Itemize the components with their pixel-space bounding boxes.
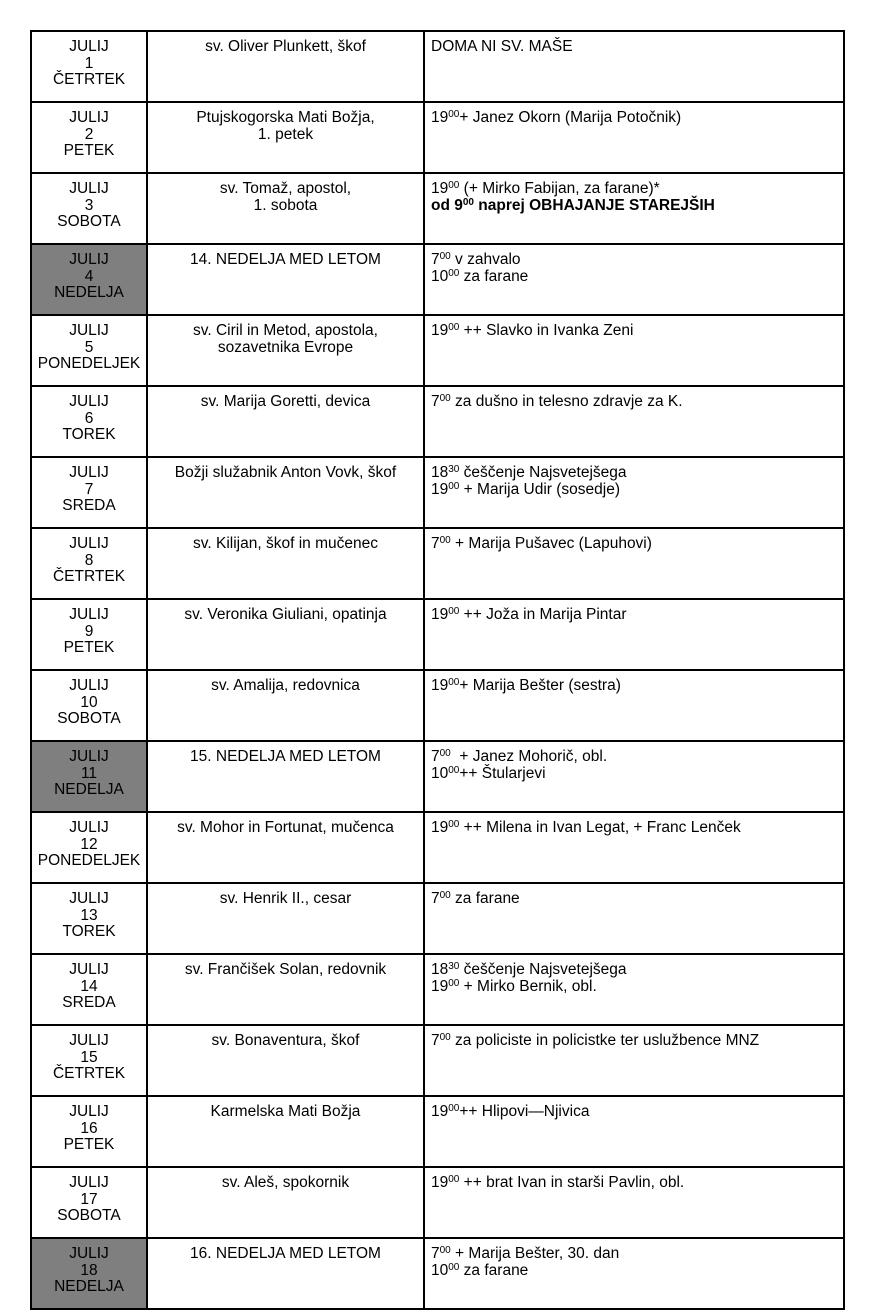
date-day: 11	[80, 764, 98, 782]
feast-cell	[147, 1238, 424, 1309]
mass-entry	[431, 678, 843, 695]
mass-hour: 19	[431, 1103, 449, 1120]
date-day: 1	[84, 54, 94, 72]
date-weekday: ČETRTEK	[52, 568, 126, 585]
mass-minutes: 00	[439, 535, 451, 546]
feast-line: 1. sobota	[253, 196, 318, 214]
mass-hour: 7	[431, 890, 440, 907]
date-weekday: ČETRTEK	[52, 1065, 126, 1082]
feast-cell	[147, 457, 424, 528]
date-month: JULIJ	[69, 464, 109, 481]
feast-cell	[147, 528, 424, 599]
mass-entry	[431, 252, 843, 269]
mass-hour: 19	[431, 819, 449, 836]
mass-entry	[431, 181, 843, 198]
date-month: JULIJ	[69, 890, 109, 907]
date-day: 7	[84, 480, 94, 498]
date-day: 4	[84, 267, 94, 285]
date-cell	[31, 457, 147, 528]
mass-hour: 19	[431, 977, 449, 995]
date-month: JULIJ	[69, 1032, 109, 1049]
date-weekday: TOREK	[62, 426, 116, 443]
mass-hour: 19	[431, 480, 449, 498]
masses-cell	[424, 954, 844, 1025]
schedule-row	[31, 1167, 844, 1238]
masses-cell	[424, 31, 844, 102]
mass-intention: ++ Milena in Ivan Legat, + Franc Lenček	[459, 819, 741, 836]
mass-entry	[431, 1033, 843, 1050]
feast-line: Božji služabnik Anton Vovk, škof	[174, 464, 397, 481]
mass-minutes: 00	[462, 196, 474, 208]
schedule-row	[31, 315, 844, 386]
mass-minutes: 30	[448, 464, 460, 475]
feast-cell	[147, 954, 424, 1025]
mass-entry	[431, 979, 843, 996]
feast-cell	[147, 1025, 424, 1096]
masses-cell	[424, 457, 844, 528]
mass-intention: za farane	[450, 890, 520, 907]
mass-hour: 7	[431, 748, 440, 765]
mass-minutes: 00	[448, 1103, 460, 1114]
mass-entry	[431, 1263, 843, 1280]
date-month: JULIJ	[69, 819, 109, 836]
masses-cell	[424, 883, 844, 954]
date-month: JULIJ	[69, 1103, 109, 1120]
feast-cell	[147, 31, 424, 102]
mass-intention: + Janez Okorn (Marija Potočnik)	[459, 109, 682, 126]
mass-hour: 7	[431, 251, 440, 268]
feast-line: Karmelska Mati Božja	[210, 1103, 361, 1120]
date-cell	[31, 670, 147, 741]
mass-hour: 19	[431, 322, 449, 339]
feast-line: 16. NEDELJA MED LETOM	[190, 1245, 381, 1262]
schedule-row	[31, 599, 844, 670]
date-weekday: NEDELJA	[54, 1278, 124, 1295]
masses-cell	[424, 1025, 844, 1096]
mass-minutes: 00	[448, 480, 460, 492]
masses-cell	[424, 244, 844, 315]
mass-minutes: 00	[439, 748, 451, 759]
date-month: JULIJ	[69, 109, 109, 126]
masses-cell	[424, 173, 844, 244]
mass-entry	[431, 749, 843, 766]
date-weekday: PETEK	[63, 1136, 115, 1153]
mass-entry	[431, 269, 843, 286]
feast-line: sv. Aleš, spokornik	[221, 1174, 350, 1191]
date-day: 16	[80, 1119, 98, 1137]
feast-line: sv. Tomaž, apostol,	[219, 180, 352, 197]
mass-minutes: 00	[448, 764, 460, 776]
feast-cell	[147, 599, 424, 670]
mass-hour: 7	[431, 1032, 440, 1049]
schedule-row	[31, 173, 844, 244]
feast-line: sv. Henrik II., cesar	[219, 890, 352, 907]
mass-intention: (+ Mirko Fabijan, za farane)*	[459, 180, 660, 197]
schedule-row	[31, 1025, 844, 1096]
date-cell	[31, 1238, 147, 1309]
feast-line: sozavetnika Evrope	[217, 338, 354, 356]
mass-minutes: 00	[448, 977, 460, 989]
date-cell	[31, 31, 147, 102]
mass-minutes: 00	[448, 267, 460, 279]
masses-cell	[424, 315, 844, 386]
schedule-row	[31, 244, 844, 315]
masses-cell	[424, 599, 844, 670]
mass-entry	[431, 1175, 843, 1192]
mass-minutes: 00	[448, 109, 460, 120]
mass-entry	[431, 39, 843, 56]
feast-cell	[147, 741, 424, 812]
schedule-row	[31, 102, 844, 173]
date-weekday: PONEDELJEK	[37, 355, 141, 372]
feast-line: sv. Mohor in Fortunat, mučenca	[177, 819, 394, 836]
schedule-row	[31, 1096, 844, 1167]
date-weekday: TOREK	[62, 923, 116, 940]
mass-minutes: 00	[448, 322, 460, 333]
mass-minutes: 00	[448, 180, 460, 191]
mass-intention: + Marija Pušavec (Lapuhovi)	[450, 535, 652, 552]
date-weekday: PETEK	[63, 639, 115, 656]
masses-cell	[424, 1096, 844, 1167]
mass-entry	[431, 482, 843, 499]
masses-cell	[424, 386, 844, 457]
date-day: 10	[80, 693, 98, 711]
mass-intention: češčenje Najsvetejšega	[459, 464, 627, 481]
schedule-row	[31, 1238, 844, 1309]
mass-minutes: 00	[439, 890, 451, 901]
mass-entry	[431, 323, 843, 340]
schedule-body	[31, 31, 844, 1309]
date-cell	[31, 244, 147, 315]
date-weekday: NEDELJA	[54, 284, 124, 301]
feast-cell	[147, 670, 424, 741]
date-month: JULIJ	[69, 535, 109, 552]
date-weekday: NEDELJA	[54, 781, 124, 798]
masses-cell	[424, 528, 844, 599]
date-month: JULIJ	[69, 38, 109, 55]
mass-hour: 7	[431, 535, 440, 552]
feast-cell	[147, 244, 424, 315]
date-cell	[31, 173, 147, 244]
feast-cell	[147, 102, 424, 173]
mass-entry	[431, 394, 843, 411]
feast-line: sv. Bonaventura, škof	[211, 1032, 360, 1049]
mass-entry	[431, 110, 843, 127]
schedule-row	[31, 954, 844, 1025]
date-day: 2	[84, 125, 94, 143]
date-weekday: SOBOTA	[57, 213, 121, 230]
mass-minutes: 00	[448, 1174, 460, 1185]
date-month: JULIJ	[69, 1174, 109, 1191]
date-day: 8	[84, 551, 94, 569]
mass-prefix: od	[431, 196, 455, 214]
mass-intention: za farane	[459, 1261, 529, 1279]
mass-intention: + Janez Mohorič, obl.	[450, 748, 608, 765]
date-month: JULIJ	[69, 606, 109, 623]
mass-intention: ++ brat Ivan in starši Pavlin, obl.	[459, 1174, 685, 1191]
date-weekday: SREDA	[62, 497, 116, 514]
date-weekday: SOBOTA	[57, 1207, 121, 1224]
date-cell	[31, 102, 147, 173]
mass-hour: 19	[431, 109, 449, 126]
date-cell	[31, 599, 147, 670]
date-month: JULIJ	[69, 322, 109, 339]
feast-cell	[147, 173, 424, 244]
feast-cell	[147, 315, 424, 386]
feast-line: 15. NEDELJA MED LETOM	[190, 748, 381, 765]
mass-entry	[431, 1246, 843, 1263]
schedule-row	[31, 386, 844, 457]
mass-intention: ++ Joža in Marija Pintar	[459, 606, 627, 623]
date-day: 3	[84, 196, 94, 214]
feast-cell	[147, 812, 424, 883]
masses-cell	[424, 812, 844, 883]
mass-minutes: 00	[448, 606, 460, 617]
mass-hour: 19	[431, 677, 449, 694]
date-day: 13	[80, 906, 98, 924]
mass-entry	[431, 607, 843, 624]
schedule-row	[31, 883, 844, 954]
mass-intention: v zahvalo	[450, 251, 521, 268]
date-day: 18	[80, 1261, 98, 1279]
date-cell	[31, 883, 147, 954]
mass-minutes: 00	[439, 1032, 451, 1043]
masses-cell	[424, 670, 844, 741]
date-cell	[31, 954, 147, 1025]
mass-intention: DOMA NI SV. MAŠE	[431, 38, 573, 55]
mass-entry	[431, 1104, 843, 1121]
mass-intention: + Marija Bešter (sestra)	[459, 677, 621, 694]
mass-intention: naprej OBHAJANJE STAREJŠIH	[474, 196, 715, 214]
feast-cell	[147, 1096, 424, 1167]
feast-cell	[147, 386, 424, 457]
date-weekday: SREDA	[62, 994, 116, 1011]
mass-entry	[431, 820, 843, 837]
date-day: 5	[84, 338, 94, 356]
date-cell	[31, 315, 147, 386]
date-cell	[31, 1096, 147, 1167]
mass-hour: 18	[431, 464, 449, 481]
mass-intention: za policiste in policistke ter uslužbence MNZ	[450, 1032, 760, 1049]
mass-hour: 19	[431, 606, 449, 623]
date-day: 14	[80, 977, 98, 995]
date-day: 9	[84, 622, 94, 640]
date-month: JULIJ	[69, 251, 109, 268]
feast-line: sv. Kilijan, škof in mučenec	[193, 535, 378, 552]
date-day: 17	[80, 1190, 98, 1208]
mass-minutes: 00	[439, 393, 451, 404]
masses-cell	[424, 741, 844, 812]
mass-intention: ++ Hlipovi—Njivica	[459, 1103, 590, 1120]
masses-cell	[424, 1167, 844, 1238]
date-cell	[31, 1025, 147, 1096]
mass-minutes: 00	[448, 677, 460, 688]
date-cell	[31, 741, 147, 812]
mass-hour: 10	[431, 1261, 449, 1279]
mass-entry	[431, 766, 843, 783]
mass-hour: 10	[431, 267, 449, 285]
feast-line: 1. petek	[257, 125, 314, 143]
date-month: JULIJ	[69, 748, 109, 765]
mass-intention: češčenje Najsvetejšega	[459, 961, 627, 978]
feast-line: Ptujskogorska Mati Božja,	[196, 109, 375, 126]
date-weekday: SOBOTA	[57, 710, 121, 727]
schedule-row	[31, 457, 844, 528]
date-weekday: PETEK	[63, 142, 115, 159]
mass-minutes: 00	[439, 251, 451, 262]
feast-line: sv. Oliver Plunkett, škof	[205, 38, 366, 55]
mass-intention: ++ Slavko in Ivanka Zeni	[459, 322, 634, 339]
date-month: JULIJ	[69, 180, 109, 197]
date-day: 6	[84, 409, 94, 427]
date-cell	[31, 1167, 147, 1238]
feast-line: sv. Veronika Giuliani, opatinja	[184, 606, 387, 623]
schedule-row	[31, 741, 844, 812]
date-weekday: ČETRTEK	[52, 71, 126, 88]
mass-minutes: 00	[448, 1261, 460, 1273]
date-month: JULIJ	[69, 393, 109, 410]
mass-hour: 19	[431, 180, 449, 197]
schedule-row	[31, 528, 844, 599]
date-cell	[31, 528, 147, 599]
date-month: JULIJ	[69, 1245, 109, 1262]
mass-hour: 7	[431, 1245, 440, 1262]
schedule-row	[31, 812, 844, 883]
masses-cell	[424, 1238, 844, 1309]
masses-cell	[424, 102, 844, 173]
feast-line: sv. Frančišek Solan, redovnik	[184, 961, 387, 978]
date-day: 12	[80, 835, 98, 853]
mass-hour: 10	[431, 764, 449, 782]
mass-minutes: 30	[448, 961, 460, 972]
mass-intention: za dušno in telesno zdravje za K.	[450, 393, 683, 410]
feast-line: sv. Marija Goretti, devica	[200, 393, 371, 410]
mass-schedule-table	[30, 30, 845, 1310]
mass-intention: + Mirko Bernik, obl.	[459, 977, 597, 995]
mass-intention: + Marija Bešter, 30. dan	[450, 1245, 620, 1262]
mass-entry	[431, 198, 843, 215]
mass-intention: ++ Štularjevi	[459, 764, 546, 782]
feast-line: sv. Amalija, redovnica	[211, 677, 360, 694]
mass-hour: 7	[431, 393, 440, 410]
date-day: 15	[80, 1048, 98, 1066]
mass-hour: 19	[431, 1174, 449, 1191]
mass-minutes: 00	[439, 1245, 451, 1256]
date-month: JULIJ	[69, 961, 109, 978]
mass-entry	[431, 891, 843, 908]
mass-entry	[431, 536, 843, 553]
mass-minutes: 00	[448, 819, 460, 830]
mass-entry	[431, 962, 843, 979]
feast-line: sv. Ciril in Metod, apostola,	[193, 322, 378, 339]
mass-intention: + Marija Udir (sosedje)	[459, 480, 621, 498]
mass-entry	[431, 465, 843, 482]
feast-cell	[147, 883, 424, 954]
date-cell	[31, 812, 147, 883]
schedule-row	[31, 670, 844, 741]
mass-hour: 18	[431, 961, 449, 978]
mass-intention: za farane	[459, 267, 529, 285]
schedule-row	[31, 31, 844, 102]
feast-line: 14. NEDELJA MED LETOM	[190, 251, 381, 268]
date-month: JULIJ	[69, 677, 109, 694]
mass-hour: 9	[454, 196, 463, 214]
date-weekday: PONEDELJEK	[37, 852, 141, 869]
date-cell	[31, 386, 147, 457]
feast-cell	[147, 1167, 424, 1238]
